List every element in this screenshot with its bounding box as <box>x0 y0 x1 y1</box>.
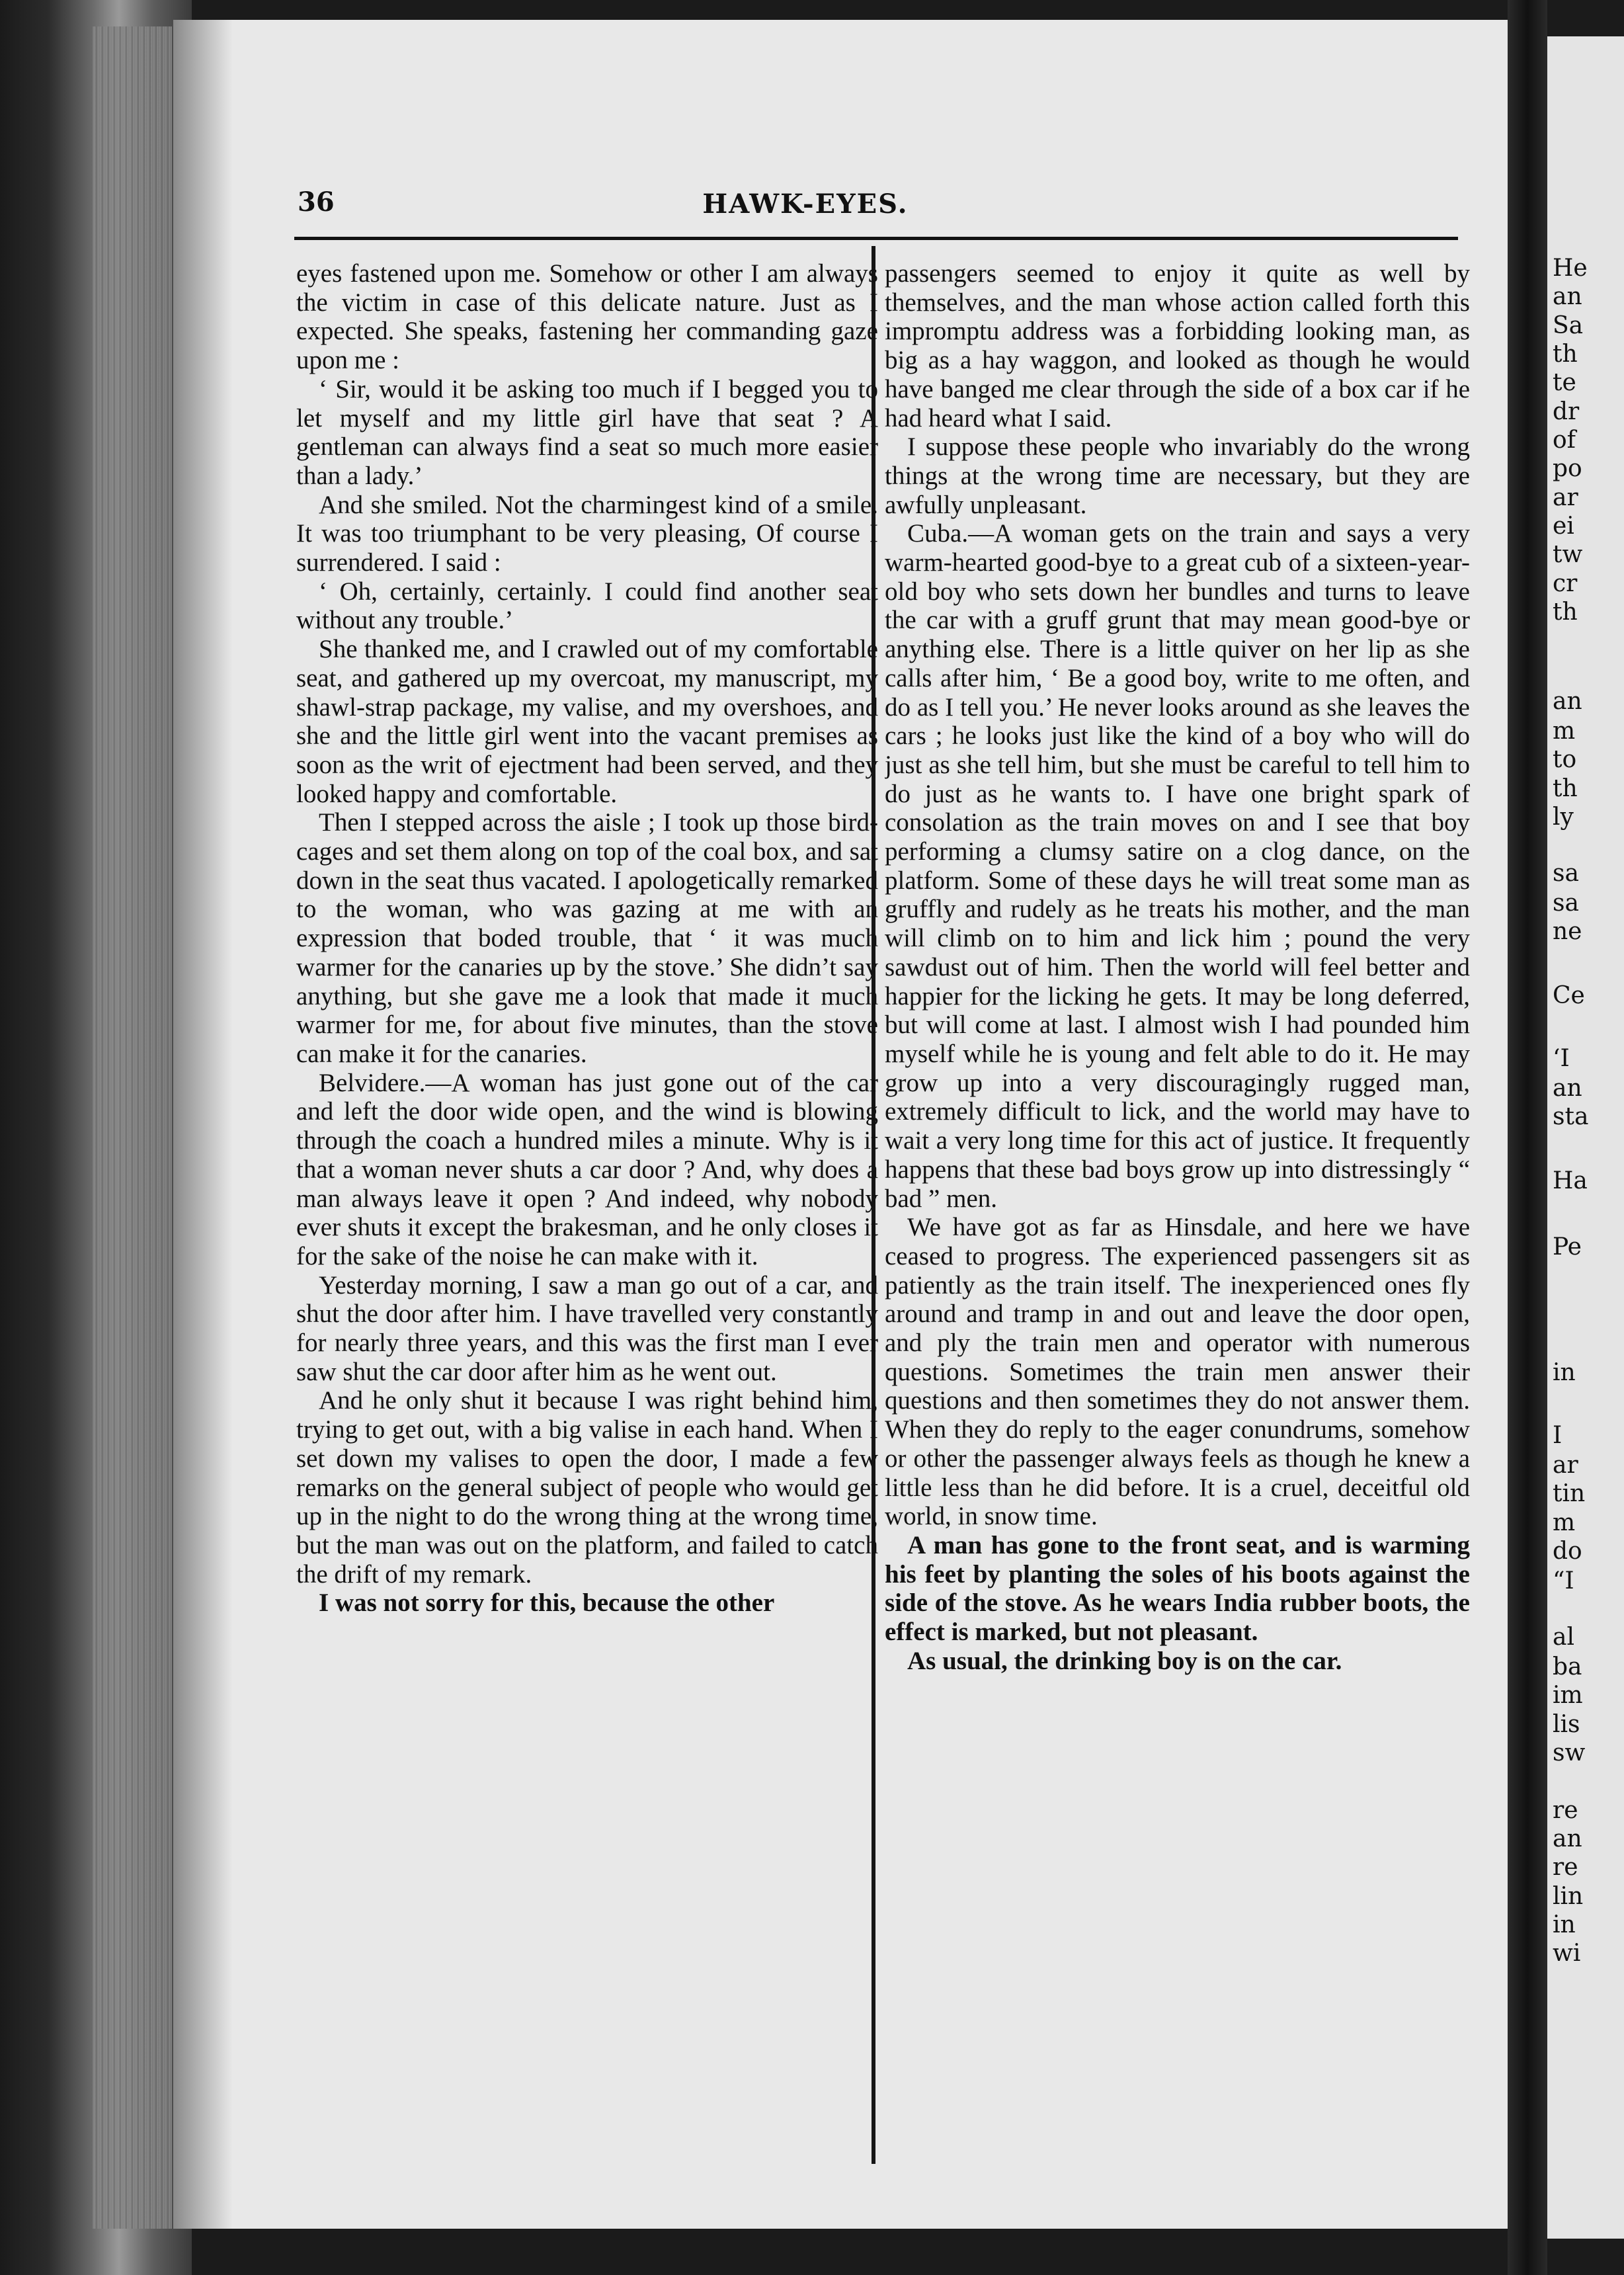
facing-page-text: in <box>1553 1359 1576 1386</box>
paragraph: ‘ Sir, would it be asking too much if I begged you to let myself and my little girl have that seat ? A gentleman can always find a seat so much more easier than a lady.’ <box>296 374 878 490</box>
paragraph: A man has gone to the front seat, and is warming his feet by planting the soles of his boots against the side of the stove. As he wears India rubber boots, the effect is marked, but not pleasant. <box>885 1530 1470 1647</box>
facing-page-text: Ha <box>1553 1167 1588 1194</box>
facing-page-text: in <box>1553 1911 1576 1938</box>
page-edges <box>93 26 172 2229</box>
facing-page-text: I <box>1553 1422 1563 1449</box>
paragraph: And she smiled. Not the charmingest kind of a smile. It was too triumphant to be very pleasing, Of course I surrendered. I said : <box>296 490 878 577</box>
facing-page-text: ar <box>1553 484 1578 511</box>
facing-page-text: im <box>1553 1682 1583 1709</box>
facing-page-text: sta <box>1553 1103 1589 1130</box>
facing-page-text: cr <box>1553 570 1578 597</box>
book-spine <box>0 0 192 2275</box>
facing-page-text: ne <box>1553 918 1582 945</box>
facing-page-text: an <box>1553 688 1582 715</box>
facing-page-text: “I <box>1553 1567 1574 1594</box>
facing-page-text: sa <box>1553 860 1579 887</box>
facing-page-text: m <box>1553 1509 1576 1536</box>
facing-page-text: Ce <box>1553 982 1585 1009</box>
running-head <box>0 188 1624 220</box>
paragraph: I was not sorry for this, because the other <box>319 1589 775 1618</box>
running-head-title: HAWK-EYES. <box>702 188 909 220</box>
facing-page-text: sw <box>1553 1739 1586 1766</box>
facing-page-text: ei <box>1553 513 1574 540</box>
facing-page-text: po <box>1553 455 1582 482</box>
facing-page-text: te <box>1553 369 1576 396</box>
facing-page-text: lis <box>1553 1711 1580 1738</box>
page-gutter-shadow <box>173 20 233 2229</box>
page-number: 36 <box>298 186 335 218</box>
left-column <box>296 259 878 2171</box>
paragraph: Cuba.—A woman gets on the train and says a very warm-hearted good-bye to a great cub of a sixteen-year-old boy who sets down her bundles and turns to leave the car with a gruff grunt that may mean good-bye or anything else. There is a little quiver on her lip as she calls after him, ‘ Be a good boy, write to me often, and do as I tell you.’ He never looks around as she leaves the cars ; he looks just like the kind of a boy who will do just as she tell him, but she must be careful to tell him to do just as he wants to. I have one bright spark of consolation as the train moves on and I see that boy performing a clumsy satire on a clog dance, on the platform. Some of these days he will treat some man as gruffly and rudely as he treats his mother, and the man will climb on to him and lick him ; pound the very sawdust out of him. Then the world will feel better and happier for the licking he gets. It may be long deferred, but will come at last. I almost wish I had pounded him myself while he is young and felt able to do it. He may grow up into a very discouragingly rugged man, extremely difficult to lick, and the world may have to wait a very long time for this act of justice. It frequently happens that these bad boys grow up into distressingly “ bad ” men. <box>885 519 1470 1213</box>
paragraph: I suppose these people who invariably do the wrong things at the wrong time are necessary, but they are awfully unpleasant. <box>885 433 1470 519</box>
facing-page-text: th <box>1553 599 1578 626</box>
right-gutter <box>1508 0 1547 2275</box>
facing-page-fragment <box>1547 36 1624 2239</box>
right-column <box>885 259 1470 2171</box>
facing-page-text: Pe <box>1553 1233 1582 1261</box>
paragraph: Then I stepped across the aisle ; I took up those bird-cages and set them along on top of the coal box, and sat down in the seat thus vacated. I apologetically remarked to the woman, who was gazing at me with an expression that boded trouble, that ‘ it was much warmer for the canaries up by the stove.’ She didn’t say anything, but she gave me a look that made it much warmer for me, for about five minutes, than the stove can make it for the canaries. <box>296 808 878 1068</box>
facing-page-text: sa <box>1553 889 1579 917</box>
facing-page-text: ar <box>1553 1452 1578 1479</box>
facing-page-text: to <box>1553 746 1577 773</box>
facing-page-text: dr <box>1553 398 1580 425</box>
paragraph: As usual, the drinking boy is on the car. <box>907 1646 1342 1675</box>
paragraph: ‘ Oh, certainly, certainly. I could find another seat without any trouble.’ <box>296 577 878 635</box>
header-rule <box>294 237 1458 240</box>
paragraph: And he only shut it because I was right behind him, trying to get out, with a big valise in each hand. When I set down my valises to open the door, I made a few remarks on the general subject of people who would get up in the night to do the wrong thing at the wrong time, but the man was out on the platform, and failed to catch the drift of my remark. <box>296 1386 878 1589</box>
facing-page-text: ‘I <box>1553 1045 1570 1072</box>
paragraph: Belvidere.—A woman has just gone out of the car and left the door wide open, and the wind is blowing through the coach a hundred miles a minute. Why is it that a woman never shuts a car door ? And, why does a man always leave it open ? And indeed, why nobody ever shuts it except the brakesman, and he only closes it for the sake of the noise he can make with it. <box>296 1068 878 1270</box>
facing-page-text: ly <box>1553 804 1574 831</box>
paragraph: We have got as far as Hinsdale, and here we have ceased to progress. The experienced passengers sit as patiently as the train itself. The inexperienced ones fly around and tramp in and out and leave the door open, and ply the train men and operator with numerous questions. Sometimes the train men answer their questions and then sometimes they do not answer them. When they do reply to the eager conundrums, somehow or other the passenger always feels as though he knew a little less than he did before. It is a cruel, deceitful old world, in snow time. <box>885 1213 1470 1531</box>
facing-page-text: re <box>1553 1854 1578 1881</box>
facing-page-text: do <box>1553 1538 1582 1565</box>
facing-page-text: tw <box>1553 541 1583 568</box>
facing-page-text: He <box>1553 255 1588 282</box>
facing-page-text: tin <box>1553 1480 1586 1507</box>
paragraph: She thanked me, and I crawled out of my comfortable seat, and gathered up my overcoat, my manuscript, my shawl-strap package, my valise, and my overshoes, and she and the little girl went into the vacant premises as soon as the writ of ejectment had been served, and they looked happy and comfortable. <box>296 635 878 808</box>
paragraph: eyes fastened upon me. Somehow or other I am always the victim in case of this delicate nature. Just as I expected. She speaks, fastening her commanding gaze upon me : <box>296 259 878 375</box>
facing-page-text: of <box>1553 427 1576 454</box>
facing-page-text: al <box>1553 1624 1574 1651</box>
facing-page-text: th <box>1553 341 1578 368</box>
facing-page-text: an <box>1553 1825 1582 1852</box>
facing-page-text: an <box>1553 283 1582 310</box>
facing-page-text: th <box>1553 775 1578 802</box>
facing-page-text: wi <box>1553 1940 1581 1967</box>
facing-page-text: re <box>1553 1797 1578 1824</box>
paragraph: passengers seemed to enjoy it quite as well by themselves, and the man whose action called forth this impromptu address was a forbidding looking man, as big as a hay waggon, and looked as though he would have banged me clear through the side of a box car if he had heard what I said. <box>885 259 1470 433</box>
facing-page-text: Sa <box>1553 312 1584 339</box>
facing-page-text: lin <box>1553 1883 1584 1910</box>
paragraph: Yesterday morning, I saw a man go out of a car, and shut the door after him. I have travelled very constantly for nearly three years, and this was the first man I ever saw shut the car door after him as he went out. <box>296 1270 878 1386</box>
facing-page-text: an <box>1553 1075 1582 1102</box>
facing-page-text: m <box>1553 718 1576 745</box>
facing-page-text: ba <box>1553 1653 1582 1680</box>
